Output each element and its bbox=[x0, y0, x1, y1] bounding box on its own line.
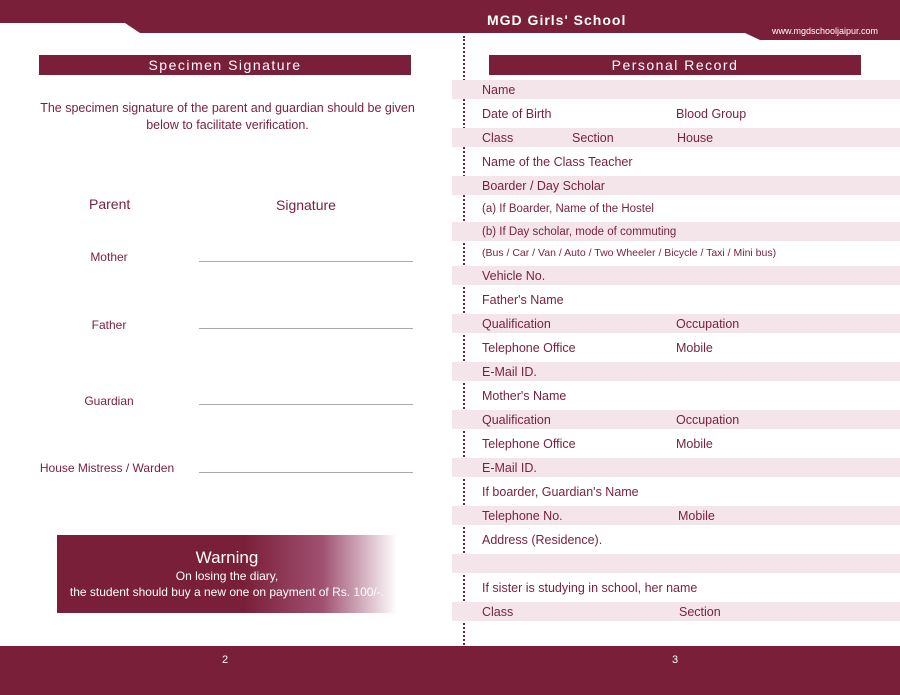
form-row-mother-name[interactable] bbox=[452, 386, 900, 405]
form-row-father-qualification[interactable] bbox=[452, 314, 900, 333]
form-row-name[interactable] bbox=[452, 80, 900, 99]
mother-tel-office-label: Telephone Office bbox=[482, 436, 576, 451]
form-row-modes bbox=[452, 243, 900, 262]
school-website[interactable]: www.mgdschooljaipur.com bbox=[771, 26, 878, 36]
father-qualification-label: Qualification bbox=[482, 316, 551, 331]
guardian-label: Guardian bbox=[84, 394, 134, 408]
form-row-guardian-telephone[interactable] bbox=[452, 506, 900, 525]
mother-occupation-label: Occupation bbox=[676, 412, 740, 427]
form-row-sister-class[interactable] bbox=[452, 602, 900, 621]
class-label: Class bbox=[482, 130, 514, 145]
warden-label: House Mistress / Warden bbox=[39, 461, 175, 475]
father-email-label: E-Mail ID. bbox=[482, 364, 537, 379]
warden-signature-line[interactable] bbox=[199, 472, 413, 473]
form-row-mother-telephone[interactable] bbox=[452, 434, 900, 453]
form-row-mother-email[interactable] bbox=[452, 458, 900, 477]
page-number-left: 2 bbox=[222, 654, 229, 666]
guardian-name-label: If boarder, Guardian's Name bbox=[482, 484, 639, 499]
top-banner bbox=[0, 0, 900, 40]
address-label: Address (Residence). bbox=[482, 532, 603, 547]
form-row-father-telephone[interactable] bbox=[452, 338, 900, 357]
father-tel-office-label: Telephone Office bbox=[482, 340, 576, 355]
banner-shape bbox=[0, 0, 900, 40]
class-teacher-label: Name of the Class Teacher bbox=[482, 154, 633, 169]
hostel-label: (a) If Boarder, Name of the Hostel bbox=[482, 202, 654, 215]
father-mobile-label: Mobile bbox=[676, 340, 713, 355]
school-name: MGD Girls' School bbox=[487, 12, 627, 28]
form-row-boarder-day[interactable] bbox=[452, 176, 900, 195]
form-row-hostel[interactable] bbox=[452, 199, 900, 218]
father-name-label: Father's Name bbox=[482, 292, 564, 307]
form-row-class[interactable] bbox=[452, 128, 900, 147]
name-label: Name bbox=[482, 82, 516, 97]
mother-mobile-label: Mobile bbox=[676, 436, 713, 451]
commuting-label: (b) If Day scholar, mode of commuting bbox=[482, 225, 677, 238]
father-occupation-label: Occupation bbox=[676, 316, 740, 331]
form-row-father-name[interactable] bbox=[452, 290, 900, 309]
warning-box bbox=[57, 535, 397, 613]
form-row-dob[interactable] bbox=[452, 104, 900, 123]
commute-modes-note: (Bus / Car / Van / Auto / Two Wheeler / Bicycle / Taxi / Mini bus) bbox=[482, 246, 777, 259]
guardian-tel-label: Telephone No. bbox=[482, 508, 563, 523]
signature-instructions: The specimen signature of the parent and guardian should be given below to facilitate verification. bbox=[40, 101, 415, 132]
mother-signature-line[interactable] bbox=[199, 261, 413, 262]
father-label: Father bbox=[91, 318, 127, 332]
personal-record-title: Personal Record bbox=[489, 55, 861, 75]
mother-name-label: Mother's Name bbox=[482, 388, 567, 403]
form-row-address-continued[interactable] bbox=[452, 554, 900, 573]
form-row-class-teacher[interactable] bbox=[452, 152, 900, 171]
boarder-day-label: Boarder / Day Scholar bbox=[482, 178, 605, 193]
footer-bar bbox=[0, 646, 900, 695]
warning-title: Warning bbox=[195, 548, 259, 567]
form-row-vehicle[interactable] bbox=[452, 266, 900, 285]
father-signature-line[interactable] bbox=[199, 328, 413, 329]
guardian-signature-line[interactable] bbox=[199, 404, 413, 405]
form-row-father-email[interactable] bbox=[452, 362, 900, 381]
sister-name-label: If sister is studying in school, her name bbox=[482, 580, 698, 595]
vehicle-label: Vehicle No. bbox=[482, 268, 546, 283]
signature-column-heading: Signature bbox=[276, 197, 336, 213]
section-label: Section bbox=[572, 130, 614, 145]
sister-section-label: Section bbox=[679, 604, 721, 619]
mother-email-label: E-Mail ID. bbox=[482, 460, 537, 475]
form-row-sister[interactable] bbox=[452, 578, 900, 597]
parent-column-heading: Parent bbox=[89, 196, 131, 212]
page-number-right: 3 bbox=[672, 654, 679, 666]
dob-label: Date of Birth bbox=[482, 106, 552, 121]
blood-group-label: Blood Group bbox=[676, 106, 747, 121]
form-row-guardian-name[interactable] bbox=[452, 482, 900, 501]
house-label: House bbox=[677, 130, 714, 145]
specimen-signature-title: Specimen Signature bbox=[39, 55, 411, 75]
form-row-mother-qualification[interactable] bbox=[452, 410, 900, 429]
warning-line-1: On losing the diary, bbox=[175, 569, 279, 583]
guardian-mobile-label: Mobile bbox=[678, 508, 715, 523]
form-row-address[interactable] bbox=[452, 530, 900, 549]
sister-class-label: Class bbox=[482, 604, 514, 619]
warning-line-2: the student should buy a new one on payment of Rs. 100/-. bbox=[69, 585, 385, 599]
form-row-commuting[interactable] bbox=[452, 222, 900, 241]
mother-qualification-label: Qualification bbox=[482, 412, 551, 427]
mother-label: Mother bbox=[90, 250, 128, 264]
